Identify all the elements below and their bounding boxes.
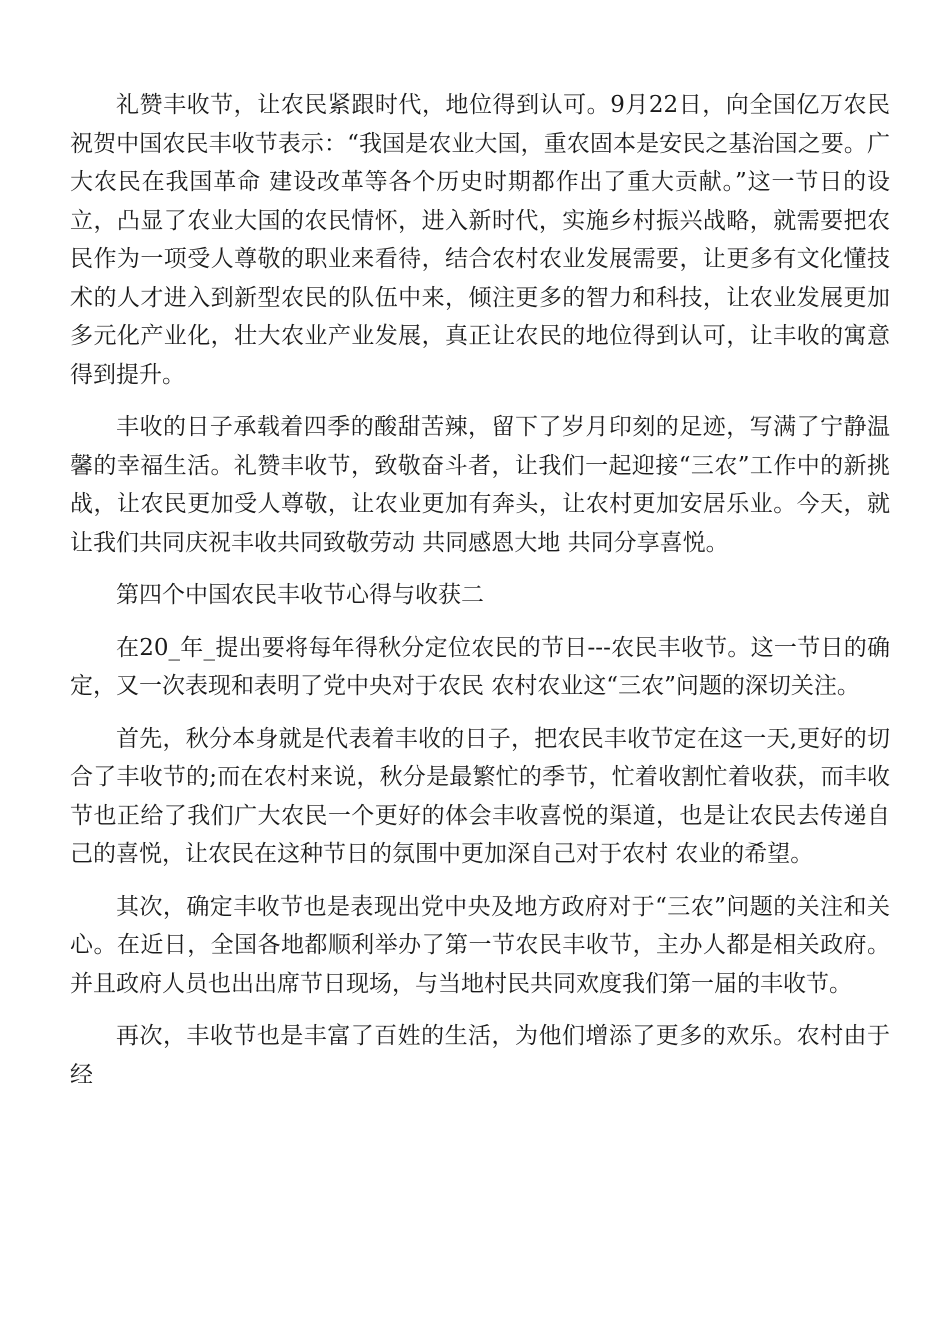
paragraph-5: 其次，确定丰收节也是表现出党中央及地方政府对于“三农”问题的关注和关心。在近日，全国各地都顺利举办了第一节农民丰收节，主办人都是相关政府。并且政府人员也出出席节日现场，与当地村民共同欢度我们第一届的丰收节。 xyxy=(70,893,890,997)
paragraph-3: 在20_年_提出要将每年得秋分定位农民的节日---农民丰收节。这一节日的确定，又一次表现和表明了党中央对于农民 农村农业这“三农”问题的深切关注。 xyxy=(70,634,890,699)
paragraph-4: 首先，秋分本身就是代表着丰收的日子，把农民丰收节定在这一天,更好的切合了丰收节的;而在农村来说，秋分是最繁忙的季节，忙着收割忙着收获，而丰收节也正给了我们广大农民一个更好的体会丰收喜悦的渠道，也是让农民去传递自己的喜悦，让农民在这种节日的氛围中更加深自己对于农村 农业的希望。 xyxy=(70,725,890,867)
document-page xyxy=(70,86,890,1108)
paragraph-1: 礼赞丰收节，让农民紧跟时代，地位得到认可。9月22日，向全国亿万农民祝贺中国农民丰收节表示：“我国是农业大国，重农固本是安民之基治国之要。广大农民在我国革命 建设改革等各个历史时期都作出了重大贡献。”这一节日的设立，凸显了农业大国的农民情怀，进入新时代，实施乡村振兴战略，就需要把农民作为一项受人尊敬的职业来看待，结合农村农业发展需要，让更多有文化懂技术的人才进入到新型农民的队伍中来，倾注更多的智力和科技，让农业发展更加多元化产业化，壮大农业产业发展，真正让农民的地位得到认可，让丰收的寓意得到提升。 xyxy=(70,92,890,388)
paragraph-2: 丰收的日子承载着四季的酸甜苦辣，留下了岁月印刻的足迹，写满了宁静温馨的幸福生活。礼赞丰收节，致敬奋斗者，让我们一起迎接“三农”工作中的新挑战，让农民更加受人尊敬，让农业更加有奔头，让农村更加安居乐业。今天，就让我们共同庆祝丰收共同致敬劳动 共同感恩大地 共同分享喜悦。 xyxy=(70,414,890,556)
paragraph-6: 再次，丰收节也是丰富了百姓的生活，为他们增添了更多的欢乐。农村由于经 xyxy=(70,1023,890,1088)
section-heading: 第四个中国农民丰收节心得与收获二 xyxy=(116,582,484,608)
